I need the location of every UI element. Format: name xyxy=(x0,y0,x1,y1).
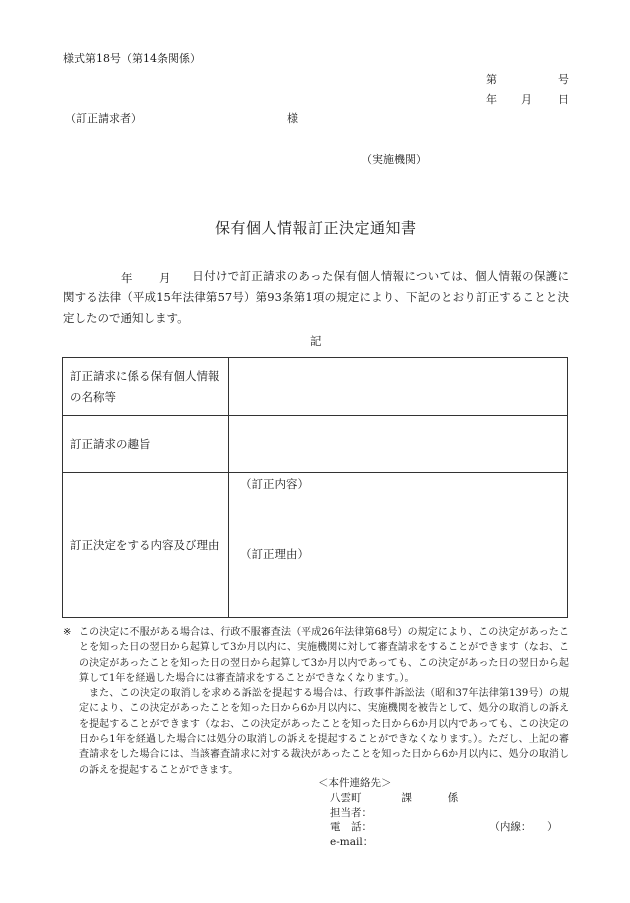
detail-table xyxy=(62,357,568,618)
row3-value xyxy=(229,473,568,618)
row1-label: 訂正請求に係る保有個人情報の名称等 xyxy=(63,358,229,416)
contact-block xyxy=(318,776,558,850)
contact-denwa: 電 話： xyxy=(330,821,372,834)
doc-number-dai: 第 xyxy=(486,73,497,86)
contact-ka: 課 xyxy=(401,791,412,804)
contact-town: 八雲町 xyxy=(330,791,362,804)
date-hi: 日 xyxy=(558,93,569,106)
contact-kakari: 係 xyxy=(447,791,459,804)
notes xyxy=(63,625,569,778)
contact-naisen: （内線： ） xyxy=(489,821,558,834)
row2-label: 訂正請求の趣旨 xyxy=(63,416,229,473)
note-paragraph-2: また、この決定の取消しを求める訴訟を提起する場合は、行政事件訴訟法（昭和37年法律第139号）の規定により、この決定があったことを知った日から6か月以内に、実施機関を被告として、処分の取消しの訴えを提起することができます（なお、この決定があったことを知った日から6か月以内であっても、この決定の日から1年を経過した場合には処分の取消しの訴えを提起することができなくなります。）。ただし、上記の審査請求をした場合には、当該審査請求に対する裁決があったことを知った日から6か月以内に、処分の取消しの訴えを提起することができます。 xyxy=(79,688,569,776)
doc-number-go: 号 xyxy=(558,73,569,86)
row2-value xyxy=(229,416,568,473)
body-text-content: 日付けで訂正請求のあった保有個人情報については、個人情報の保護に関する法律（平成15年法律第57号）第93条第1項の規定により、下記のとおり訂正することと決定したので通知します。 xyxy=(63,269,569,325)
ki-label: 記 xyxy=(310,334,322,348)
requester-label: （訂正請求者） xyxy=(65,112,142,125)
requester-sama: 様 xyxy=(287,112,298,125)
agency-label: （実施機関） xyxy=(361,153,427,166)
date-tsuki: 月 xyxy=(521,93,532,106)
correction-reason-label: （訂正理由） xyxy=(240,547,309,561)
row1-value xyxy=(229,358,568,416)
table-row xyxy=(63,416,568,473)
body-date-tsuki: 月 xyxy=(159,271,171,285)
note-paragraph-1: この決定に不服がある場合は、行政不服審査法（平成26年法律第68号）の規定により、この決定があったことを知った日の翌日から起算して3か月以内に、実施機関に対して審査請求をすることができます（なお、この決定があったことを知った日の翌日から起算して3か月以内であっても、この決定があった日の翌日から起算して1年を経過した場合には審査請求をすることができなくなります。）。 xyxy=(79,627,569,684)
note-mark: ※ xyxy=(63,627,72,638)
form-number: 様式第18号（第14条関係） xyxy=(63,52,201,65)
table-row xyxy=(63,473,568,618)
body-text xyxy=(63,266,569,329)
document-title: 保有個人情報訂正決定通知書 xyxy=(215,219,417,237)
contact-email: e-mail： xyxy=(330,836,374,849)
body-date-nen: 年 xyxy=(121,271,133,285)
date-nen: 年 xyxy=(486,93,497,106)
table-row xyxy=(63,358,568,416)
contact-tanto: 担当者： xyxy=(330,806,372,819)
row3-label: 訂正決定をする内容及び理由 xyxy=(63,473,229,618)
correction-content-label: （訂正内容） xyxy=(240,477,309,491)
contact-heading: ＜本件連絡先＞ xyxy=(318,777,392,789)
